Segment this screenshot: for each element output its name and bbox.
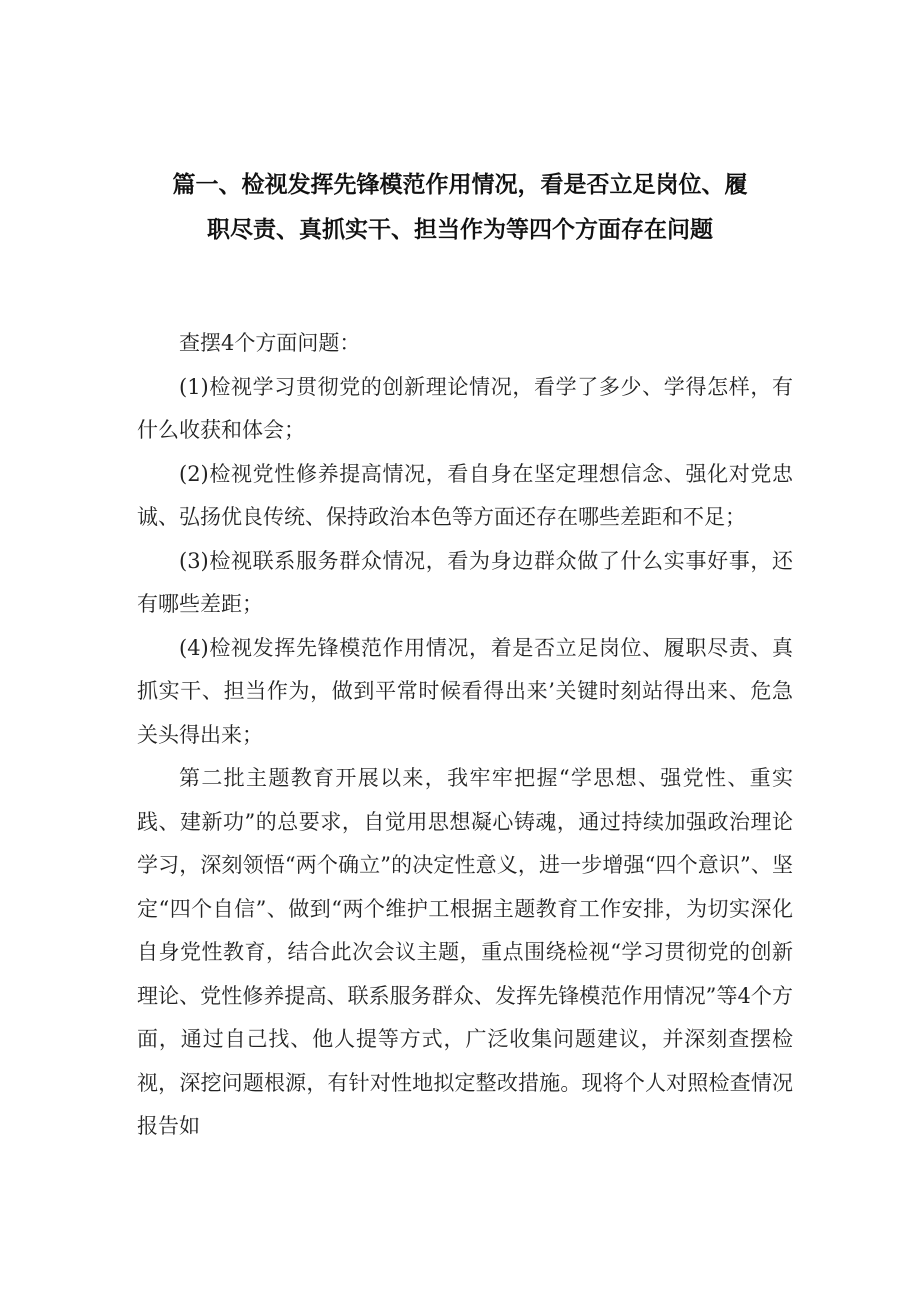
document-title bbox=[120, 163, 800, 253]
paragraph-main: 第二批主题教育开展以来，我牢牢把握“学思想、强党性、重实践、建新功”的总要求，自觉用思想凝心铸魂，通过持续加强政治理论学习，深刻领悟“两个确立”的决定性意义，进一步增强“四个意识”、坚定“四个自信”、做到“两个维护工根据主题教育工作安排，为切实深化自身党性教育，结合此次会议主题，重点围绕检视“学习贯彻党的创新理论、党性修养提高、联系服务群众、发挥先锋模范作用情况”等4个方面，通过自己找、他人提等方式，广泛收集问题建议，并深刻查摆检视，深挖问题根源，有针对性地拟定整改措施。现将个人对照检查情况报告如 bbox=[137, 766, 793, 1138]
paragraph-item-2: (2)检视党性修养提高情况，看自身在坚定理想信念、强化对党忠诚、弘扬优良传统、保持政治本色等方面还存在哪些差距和不足； bbox=[137, 461, 793, 529]
title-line-1: 篇一、检视发挥先锋模范作用情况，看是否立足岗位、履 bbox=[172, 172, 748, 198]
paragraph-item-1: (1)检视学习贯彻党的创新理论情况，看学了多少、学得怎样，有什么收获和体会； bbox=[137, 374, 793, 442]
paragraph-item-3: (3)检视联系服务群众情况，看为身边群众做了什么实事好事，还有哪些差距； bbox=[137, 548, 793, 616]
paragraph-intro: 查摆4个方面问题： bbox=[179, 331, 361, 355]
document-body bbox=[137, 322, 793, 1149]
paragraph-item-4: (4)检视发挥先锋模范作用情况，着是否立足岗位、履职尽责、真抓实干、担当作为，做到平常时候看得出来’关键时刻站得出来、危急关头得出来； bbox=[137, 635, 793, 747]
title-line-2: 职尽责、真抓实干、担当作为等四个方面存在问题 bbox=[207, 217, 713, 243]
